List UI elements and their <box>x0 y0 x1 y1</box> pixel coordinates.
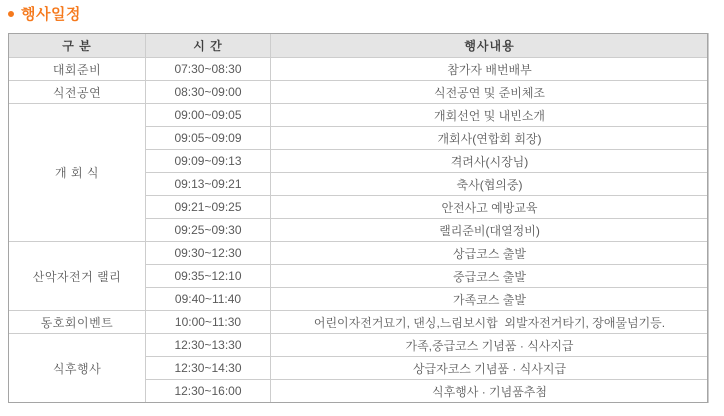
schedule-row <box>9 334 709 357</box>
content-cell: 상급자코스 기념품 · 식사지급 <box>271 357 709 380</box>
category-cell: 동호회이벤트 <box>9 311 146 334</box>
content-cell: 식후행사 · 기념품추첨 <box>271 380 709 403</box>
content-cell: 안전사고 예방교육 <box>271 196 709 219</box>
category-cell: 개 회 식 <box>9 104 146 242</box>
schedule-table-container <box>8 33 708 403</box>
schedule-row <box>9 81 709 104</box>
time-cell: 09:05~09:09 <box>146 127 271 150</box>
category-cell: 식전공연 <box>9 81 146 104</box>
content-cell: 랠리준비(대열정비) <box>271 219 709 242</box>
schedule-row <box>9 58 709 81</box>
time-cell: 08:30~09:00 <box>146 81 271 104</box>
content-cell: 참가자 배번배부 <box>271 58 709 81</box>
time-cell: 07:30~08:30 <box>146 58 271 81</box>
time-cell: 09:21~09:25 <box>146 196 271 219</box>
time-cell: 09:35~12:10 <box>146 265 271 288</box>
orange-ring-bullet-icon <box>8 11 14 17</box>
time-cell: 10:00~11:30 <box>146 311 271 334</box>
schedule-row <box>9 242 709 265</box>
content-cell: 개회선언 및 내빈소개 <box>271 104 709 127</box>
schedule-table <box>8 33 709 403</box>
content-cell: 개회사(연합회 회장) <box>271 127 709 150</box>
time-cell: 12:30~13:30 <box>146 334 271 357</box>
time-cell: 09:25~09:30 <box>146 219 271 242</box>
header-row <box>9 34 709 58</box>
page-title: 행사일정 <box>21 6 81 23</box>
content-cell: 가족,중급코스 기념품 · 식사지급 <box>271 334 709 357</box>
content-cell: 어린이자전거묘기, 댄싱,느림보시합 외발자전거타기, 장애물넘기등. <box>271 311 709 334</box>
content-cell: 축사(협의중) <box>271 173 709 196</box>
header-time: 시 간 <box>146 34 271 58</box>
header-content: 행사내용 <box>271 34 709 58</box>
time-cell: 12:30~14:30 <box>146 357 271 380</box>
category-cell: 산악자전거 랠리 <box>9 242 146 311</box>
time-cell: 09:00~09:05 <box>146 104 271 127</box>
time-cell: 12:30~16:00 <box>146 380 271 403</box>
time-cell: 09:13~09:21 <box>146 173 271 196</box>
content-cell: 격려사(시장님) <box>271 150 709 173</box>
schedule-row <box>9 311 709 334</box>
category-cell: 대회준비 <box>9 58 146 81</box>
time-cell: 09:40~11:40 <box>146 288 271 311</box>
content-cell: 가족코스 출발 <box>271 288 709 311</box>
header-category: 구 분 <box>9 34 146 58</box>
time-cell: 09:30~12:30 <box>146 242 271 265</box>
content-cell: 식전공연 및 준비체조 <box>271 81 709 104</box>
section-title <box>8 6 81 22</box>
content-cell: 상급코스 출발 <box>271 242 709 265</box>
time-cell: 09:09~09:13 <box>146 150 271 173</box>
schedule-row <box>9 104 709 127</box>
category-cell: 식후행사 <box>9 334 146 403</box>
content-cell: 중급코스 출발 <box>271 265 709 288</box>
schedule-body <box>9 58 709 403</box>
